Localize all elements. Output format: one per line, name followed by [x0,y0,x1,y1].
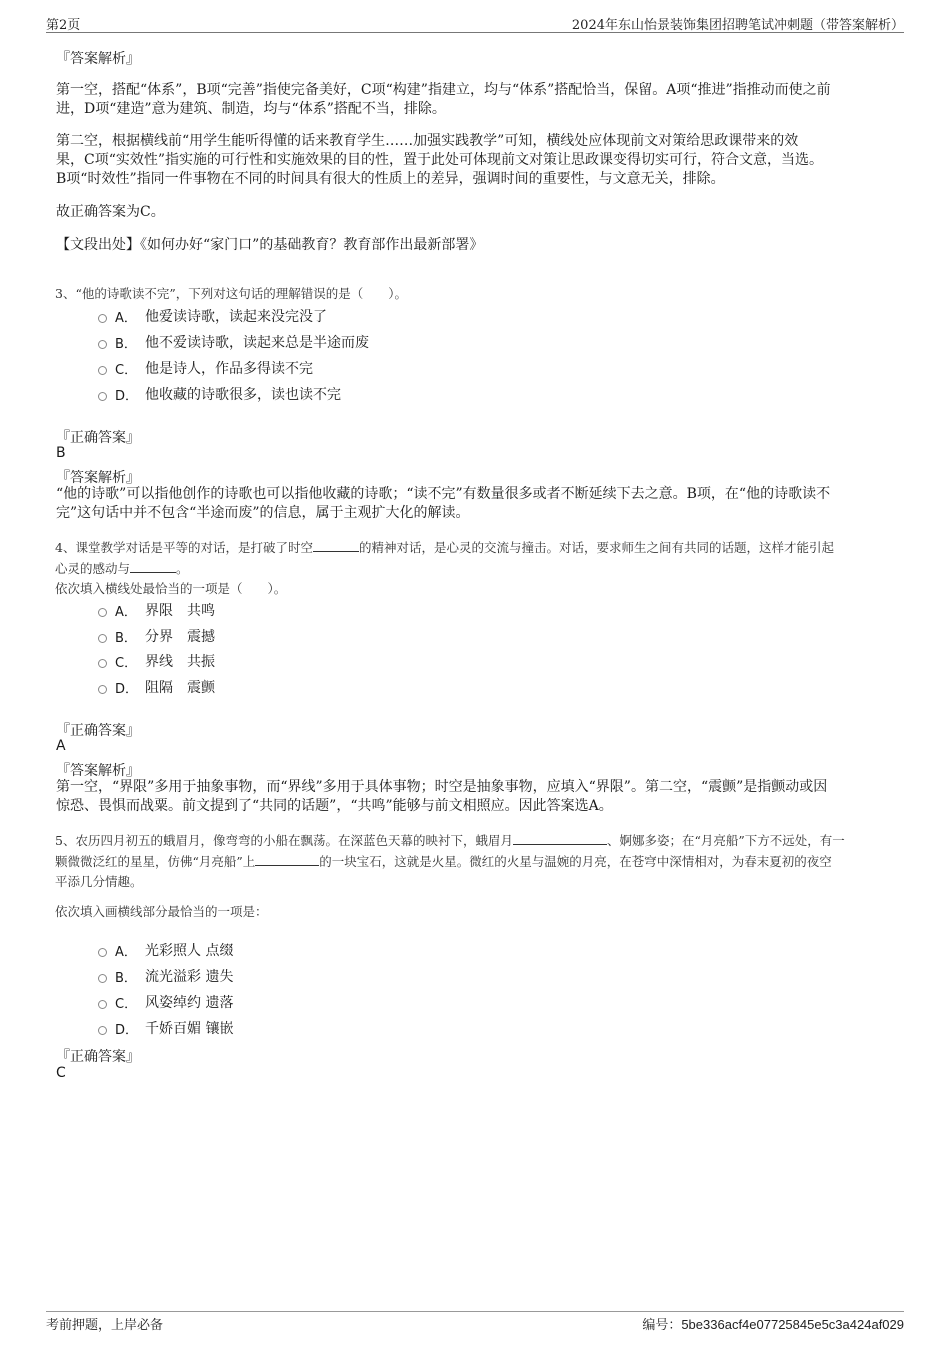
q4-answer: A [56,738,66,754]
q3-option-a-letter: A． [115,310,137,326]
q2-source: 【文段出处】《如何办好“家门口”的基础教育？教育部作出最新部署》 [56,237,484,253]
header-divider [46,32,904,33]
q2-analysis-para1 [56,81,896,119]
q5-option-d-letter: D． [115,1022,139,1038]
radio-icon[interactable] [98,685,107,694]
q5-option-c-letter: C． [115,996,138,1012]
q4-analysis [56,778,896,816]
q4-option-a[interactable] [98,600,215,620]
radio-icon[interactable] [98,340,107,349]
q4-blank-2 [130,558,176,573]
q5-stem-line2-part1: 颗微微泛红的星星，仿佛“月亮船”上 [55,854,256,869]
q3-option-d[interactable] [98,384,341,404]
q4-option-d-letter: D． [115,681,139,697]
q4-option-b-letter: B． [115,630,137,646]
radio-icon[interactable] [98,314,107,323]
q3-option-d-text: 他收藏的诗歌很多，读也读不完 [145,387,341,403]
q5-blank-1 [513,830,607,845]
q4-option-c-letter: C． [115,655,138,671]
q5-option-a-text: 光彩照人 点缀 [145,943,234,959]
q5-answer-label: 『正确答案』 [56,1049,140,1065]
q4-option-a-letter: A． [115,604,137,620]
q5-stem-part2: 、婀娜多姿；在“月亮船”下方不远处，有一 [606,833,845,848]
q3-option-d-letter: D． [115,388,139,404]
q3-option-c-letter: C． [115,362,138,378]
q3-option-a[interactable] [98,306,327,326]
q4-stem-part2: 的精神对话，是心灵的交流与撞击。对话，要求师生之间有共同的话题，这样才能引起 [358,540,834,555]
footer-serial-label: 编号： [642,1318,682,1333]
q5-blank-2 [255,851,319,866]
q5-stem [55,830,915,892]
document-title: 2024年东山怡景装饰集团招聘笔试冲刺题（带答案解析） [571,18,904,33]
q5-option-b-letter: B． [115,970,137,986]
q3-option-c[interactable] [98,358,313,378]
q4-option-c-text: 界线 共振 [145,654,215,670]
q4-instruction: 依次填入横线处最恰当的一项是（ ）。 [55,581,287,596]
q2-analysis-para2-line2: 果，C项“实效性”指实施的可行性和实施效果的目的性，置于此处可体现前文对策让思政课变得切实可行，符合文意，当选。 [56,152,824,168]
radio-icon[interactable] [98,948,107,957]
q2-analysis-para2-line3: B项“时效性”指同一件事物在不同的时间具有很大的性质上的差异，强调时间的重要性，与文意无关，排除。 [56,171,725,187]
q5-option-d-text: 千娇百媚 镶嵌 [145,1021,234,1037]
q3-answer-label: 『正确答案』 [56,430,140,446]
q5-answer: C [56,1065,66,1081]
q5-stem-line3: 平添几分情趣。 [55,874,143,889]
q5-instruction: 依次填入画横线部分最恰当的一项是： [55,904,268,919]
q3-answer: B [56,445,66,461]
q5-option-b-text: 流光溢彩 遗失 [145,969,234,985]
q4-analysis-line2: 惊恐、畏惧而战粟。前文提到了“共同的话题”，“共鸣”能够与前文相照应。因此答案选A。 [56,798,613,814]
q3-option-b-text: 他不爱读诗歌，读起来总是半途而废 [145,335,369,351]
radio-icon[interactable] [98,1000,107,1009]
q5-stem-line2-part2: 的一块宝石，这就是火星。微红的火星与温婉的月亮，在苍穹中深情相对，为春末夏初的夜空 [319,854,832,869]
radio-icon[interactable] [98,659,107,668]
q2-analysis-para1-line2: 进，D项“建造”意为建筑、制造，均与“体系”搭配不当，排除。 [56,101,446,117]
q2-analysis-para2 [56,132,896,189]
q5-option-a[interactable] [98,940,233,960]
q4-stem-line2-part1: 心灵的感动与 [55,561,131,576]
radio-icon[interactable] [98,366,107,375]
q2-analysis-para1-line1: 第一空，搭配“体系”，B项“完善”指使完备美好，C项“构建”指建立，均与“体系”搭配恰当，保留。A项“推进”指推动而使之前 [56,82,831,98]
radio-icon[interactable] [98,974,107,983]
q5-option-d[interactable] [98,1018,233,1038]
footer-serial [642,1314,904,1333]
q3-option-b[interactable] [98,332,369,352]
q4-analysis-label: 『答案解析』 [56,763,140,779]
q3-analysis-line2: 完”这句话中并不包含“半途而废”的信息，属于主观扩大化的解读。 [56,505,470,521]
q4-stem-line2-part2: 。 [176,561,189,576]
q4-option-b[interactable] [98,626,215,646]
q4-stem [55,537,905,599]
q3-option-a-text: 他爱读诗歌，读起来没完没了 [145,309,327,325]
footer-divider [46,1311,904,1312]
q4-option-a-text: 界限 共鸣 [145,603,215,619]
q4-option-c[interactable] [98,651,215,671]
q4-blank-1 [313,537,359,552]
footer-serial-value: 5be336acf4e07725845e5c3a424af029 [681,1317,904,1332]
q5-option-a-letter: A． [115,944,137,960]
q4-option-d-text: 阻隔 震颤 [145,680,215,696]
q3-analysis-line1: “他的诗歌”可以指他创作的诗歌也可以指他收藏的诗歌；“读不完”有数量很多或者不断延续下去之意。B项，在“他的诗歌读不 [56,486,831,502]
radio-icon[interactable] [98,634,107,643]
q4-option-d[interactable] [98,677,215,697]
q2-analysis-para2-line1: 第二空，根据横线前“用学生能听得懂的话来教育学生……加强实践教学”可知，横线处应体现前文对策给思政课带来的效 [56,133,799,149]
q3-stem: 3、“他的诗歌读不完”，下列对这句话的理解错误的是（ ）。 [55,286,407,301]
q3-analysis-label: 『答案解析』 [56,470,140,486]
radio-icon[interactable] [98,608,107,617]
q2-analysis-label: 『答案解析』 [56,51,140,67]
q3-option-c-text: 他是诗人，作品多得读不完 [145,361,313,377]
q4-stem-part1: 4、课堂教学对话是平等的对话，是打破了时空 [55,540,313,555]
q5-option-b[interactable] [98,966,233,986]
q2-conclusion: 故正确答案为C。 [56,204,165,220]
page-number: 第2页 [46,18,81,33]
footer-slogan: 考前押题，上岸必备 [46,1318,164,1333]
q3-option-b-letter: B． [115,336,137,352]
q5-stem-part1: 5、农历四月初五的蛾眉月，像弯弯的小船在飘荡。在深蓝色天幕的映衬下，蛾眉月 [55,833,513,848]
q4-answer-label: 『正确答案』 [56,723,140,739]
q3-analysis [56,485,896,523]
radio-icon[interactable] [98,392,107,401]
q4-option-b-text: 分界 震撼 [145,629,215,645]
radio-icon[interactable] [98,1026,107,1035]
q4-analysis-line1: 第一空，“界限”多用于抽象事物，而“界线”多用于具体事物；时空是抽象事物，应填入“界限”。第二空，“震颤”是指颤动或因 [56,779,828,795]
q5-option-c[interactable] [98,992,233,1012]
q5-option-c-text: 风姿绰约 遗落 [145,995,234,1011]
